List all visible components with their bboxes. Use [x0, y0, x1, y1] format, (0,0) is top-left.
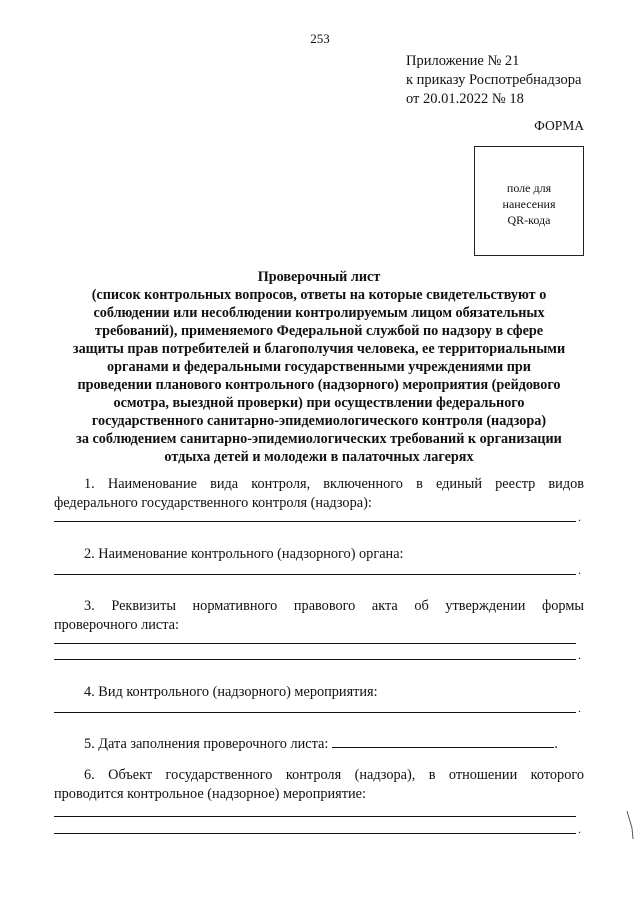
qr-placeholder-text	[475, 180, 583, 228]
qr-code-placeholder	[474, 146, 584, 256]
document-title	[54, 268, 584, 466]
line-end-dot: .	[554, 736, 558, 752]
form-label: ФОРМА	[534, 118, 584, 133]
title-line: соблюдении или несоблюдении контролируемым лицом обязательных	[93, 305, 545, 321]
title-line: государственного санитарно-эпидемиологического контроля (надзора)	[91, 413, 547, 429]
item-text-line: 1. Наименование вида контроля, включенного в единый реестр видов	[84, 476, 584, 492]
item-control-object	[54, 766, 584, 804]
title-line: осмотра, выездной проверки) при осуществлении федерального	[113, 395, 525, 411]
item-text-line: проводится контрольное (надзорное) мероприятие:	[54, 786, 366, 802]
control-object-field-line2[interactable]	[54, 833, 576, 834]
page-number: 253	[310, 31, 330, 46]
control-object-field-line1[interactable]	[54, 816, 576, 817]
title-line: требований), применяемого Федеральной службой по надзору в сфере	[94, 323, 544, 339]
line-end-dot: .	[578, 648, 581, 662]
control-body-field[interactable]	[54, 574, 576, 575]
item-text-line: проверочного листа:	[54, 617, 179, 633]
title-line: за соблюдением санитарно-эпидемиологических требований к организации	[76, 431, 562, 447]
item-text-line: 3. Реквизиты нормативного правового акта об утверждении формы	[84, 598, 584, 614]
item-text-line: 4. Вид контрольного (надзорного) мероприятия:	[84, 684, 378, 700]
normative-act-field-line1[interactable]	[54, 643, 576, 644]
item-event-type	[54, 683, 584, 702]
qr-text-line: поле для	[506, 181, 552, 195]
line-end-dot: .	[578, 510, 581, 524]
appendix-reference	[406, 52, 581, 109]
qr-text-line: QR-кода	[507, 213, 551, 227]
fill-date-label: 5. Дата заполнения проверочного листа:	[84, 736, 329, 752]
line-end-dot: .	[578, 822, 581, 836]
control-type-field[interactable]	[54, 521, 576, 522]
appendix-date: от 20.01.2022 № 18	[406, 91, 524, 107]
title-line: проведении планового контрольного (надзорного) мероприятия (рейдового	[77, 377, 561, 393]
item-control-body	[54, 545, 584, 564]
item-fill-date	[54, 734, 584, 754]
line-end-dot: .	[578, 563, 581, 577]
normative-act-field-line2[interactable]	[54, 659, 576, 660]
title-line: (список контрольных вопросов, ответы на которые свидетельствуют о	[91, 287, 547, 303]
title-line: органами и федеральными государственными учреждениями при	[107, 359, 531, 375]
scan-artifact-mark	[626, 810, 634, 840]
item-text-line: 6. Объект государственного контроля (надзора), в отношении которого	[84, 767, 584, 783]
title-line: отдыха детей и молодежи в палаточных лагерях	[164, 449, 474, 465]
appendix-number: Приложение № 21	[406, 53, 520, 69]
fill-date-field[interactable]	[332, 734, 554, 748]
item-text-line: 2. Наименование контрольного (надзорного) органа:	[84, 546, 404, 562]
title-line: Проверочный лист	[257, 269, 381, 285]
title-line: защиты прав потребителей и благополучия человека, ее территориальными	[72, 341, 566, 357]
item-normative-act	[54, 597, 584, 635]
appendix-order: к приказу Роспотребнадзора	[406, 72, 582, 88]
item-text-line	[54, 734, 584, 754]
event-type-field[interactable]	[54, 712, 576, 713]
item-control-type	[54, 475, 584, 513]
item-text-line: федерального государственного контроля (надзора):	[54, 495, 372, 511]
line-end-dot: .	[578, 701, 581, 715]
qr-text-line: нанесения	[502, 197, 556, 211]
